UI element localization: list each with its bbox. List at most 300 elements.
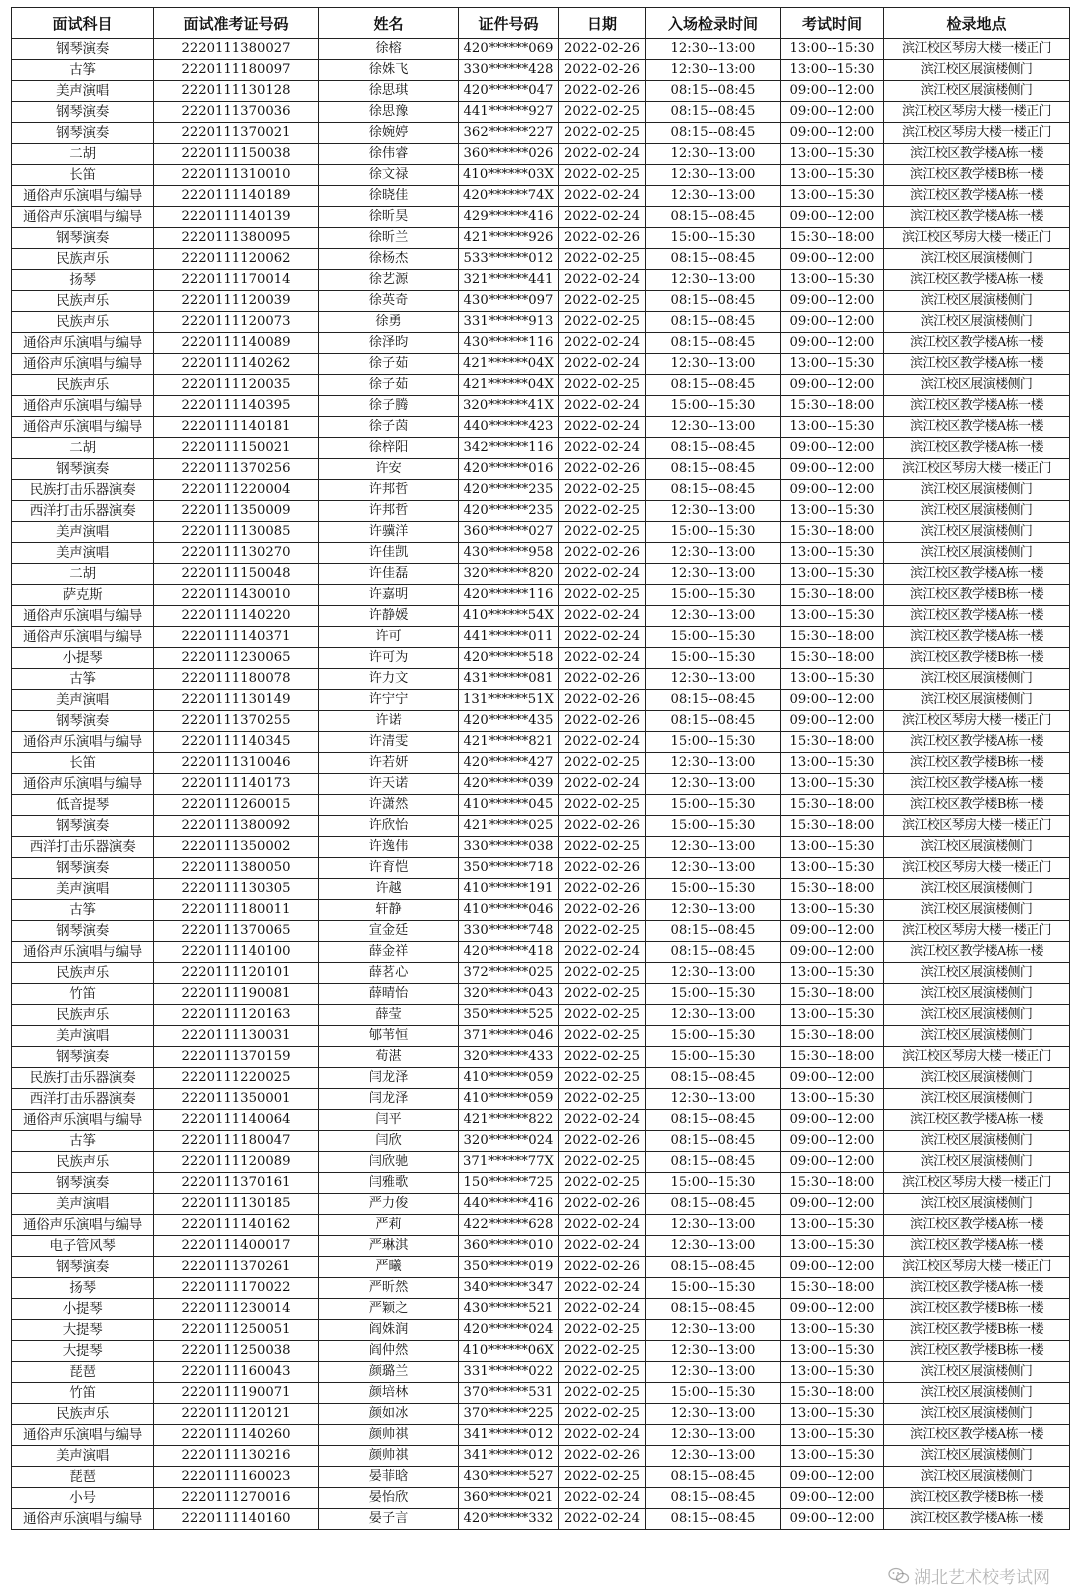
- table-row: [12, 1152, 1070, 1173]
- id-number-cell: 362******227: [459, 123, 559, 144]
- admission-number-cell: 2220111130216: [154, 1446, 319, 1467]
- id-number-cell: 371******77X: [459, 1152, 559, 1173]
- id-number-cell: 420******024: [459, 1320, 559, 1341]
- location-cell: 滨江校区教学楼B栋一楼: [884, 165, 1070, 186]
- location-cell: 滨江校区教学楼A栋一楼: [884, 186, 1070, 207]
- checkin-time-cell: 08:15--08:45: [646, 1110, 781, 1131]
- table-row: [12, 648, 1070, 669]
- admission-number-cell: 2220111260015: [154, 795, 319, 816]
- table-row: [12, 1089, 1070, 1110]
- checkin-time-cell: 08:15--08:45: [646, 480, 781, 501]
- id-number-cell: 420******235: [459, 480, 559, 501]
- id-number-cell: 420******518: [459, 648, 559, 669]
- id-number-cell: 441******927: [459, 102, 559, 123]
- checkin-time-cell: 08:15--08:45: [646, 1068, 781, 1089]
- table-row: [12, 39, 1070, 60]
- location-cell: 滨江校区教学楼A栋一楼: [884, 732, 1070, 753]
- id-number-cell: 410******059: [459, 1068, 559, 1089]
- subject-cell: 钢琴演奏: [12, 921, 154, 942]
- admission-number-cell: 2220111120062: [154, 249, 319, 270]
- admission-number-cell: 2220111170022: [154, 1278, 319, 1299]
- table-row: [12, 1404, 1070, 1425]
- location-cell: 滨江校区展演楼侧门: [884, 1404, 1070, 1425]
- exam-time-cell: 13:00--15:30: [781, 144, 884, 165]
- name-cell: 薛莹: [319, 1005, 459, 1026]
- date-cell: 2022-02-24: [559, 333, 646, 354]
- name-cell: 严昕然: [319, 1278, 459, 1299]
- checkin-time-cell: 08:15--08:45: [646, 711, 781, 732]
- table-row: [12, 585, 1070, 606]
- table-row: [12, 732, 1070, 753]
- id-number-cell: 533******012: [459, 249, 559, 270]
- id-number-cell: 341******012: [459, 1446, 559, 1467]
- id-number-cell: 372******025: [459, 963, 559, 984]
- date-cell: 2022-02-25: [559, 1383, 646, 1404]
- checkin-time-cell: 08:15--08:45: [646, 1152, 781, 1173]
- subject-cell: 二胡: [12, 438, 154, 459]
- location-cell: 滨江校区教学楼A栋一楼: [884, 1215, 1070, 1236]
- table-row: [12, 1341, 1070, 1362]
- table-row: [12, 291, 1070, 312]
- name-cell: 严莉: [319, 1215, 459, 1236]
- date-cell: 2022-02-25: [559, 1320, 646, 1341]
- checkin-time-cell: 12:30--13:00: [646, 60, 781, 81]
- date-cell: 2022-02-24: [559, 1110, 646, 1131]
- name-cell: 闫龙泽: [319, 1068, 459, 1089]
- date-cell: 2022-02-24: [559, 144, 646, 165]
- name-cell: 许欣怡: [319, 816, 459, 837]
- checkin-time-cell: 12:30--13:00: [646, 1404, 781, 1425]
- name-cell: 徐子腾: [319, 396, 459, 417]
- checkin-time-cell: 12:30--13:00: [646, 753, 781, 774]
- table-row: [12, 459, 1070, 480]
- date-cell: 2022-02-25: [559, 480, 646, 501]
- subject-cell: 通俗声乐演唱与编导: [12, 417, 154, 438]
- date-cell: 2022-02-25: [559, 249, 646, 270]
- location-cell: 滨江校区琴房大楼一楼正门: [884, 39, 1070, 60]
- admission-number-cell: 2220111120163: [154, 1005, 319, 1026]
- admission-number-cell: 2220111120089: [154, 1152, 319, 1173]
- checkin-time-cell: 12:30--13:00: [646, 39, 781, 60]
- checkin-time-cell: 15:00--15:30: [646, 984, 781, 1005]
- admission-number-cell: 2220111380092: [154, 816, 319, 837]
- name-cell: 郇苇恒: [319, 1026, 459, 1047]
- id-number-cell: 410******191: [459, 879, 559, 900]
- date-cell: 2022-02-26: [559, 669, 646, 690]
- exam-time-cell: 13:00--15:30: [781, 606, 884, 627]
- subject-cell: 钢琴演奏: [12, 228, 154, 249]
- checkin-time-cell: 15:00--15:30: [646, 1047, 781, 1068]
- table-row: [12, 1488, 1070, 1509]
- header-subject: 面试科目: [12, 8, 154, 39]
- name-cell: 晏怡欣: [319, 1488, 459, 1509]
- location-cell: 滨江校区教学楼A栋一楼: [884, 1110, 1070, 1131]
- exam-time-cell: 13:00--15:30: [781, 1320, 884, 1341]
- name-cell: 许越: [319, 879, 459, 900]
- date-cell: 2022-02-26: [559, 228, 646, 249]
- date-cell: 2022-02-25: [559, 585, 646, 606]
- admission-number-cell: 2220111140173: [154, 774, 319, 795]
- subject-cell: 民族声乐: [12, 1152, 154, 1173]
- date-cell: 2022-02-26: [559, 459, 646, 480]
- checkin-time-cell: 12:30--13:00: [646, 1320, 781, 1341]
- subject-cell: 美声演唱: [12, 1026, 154, 1047]
- checkin-time-cell: 12:30--13:00: [646, 1005, 781, 1026]
- location-cell: 滨江校区展演楼侧门: [884, 249, 1070, 270]
- name-cell: 许诺: [319, 711, 459, 732]
- table-row: [12, 774, 1070, 795]
- exam-time-cell: 09:00--12:00: [781, 1299, 884, 1320]
- checkin-time-cell: 15:00--15:30: [646, 1173, 781, 1194]
- name-cell: 宣金廷: [319, 921, 459, 942]
- subject-cell: 二胡: [12, 144, 154, 165]
- location-cell: 滨江校区展演楼侧门: [884, 837, 1070, 858]
- subject-cell: 小提琴: [12, 1299, 154, 1320]
- name-cell: 徐姝飞: [319, 60, 459, 81]
- date-cell: 2022-02-26: [559, 1131, 646, 1152]
- exam-time-cell: 15:30--18:00: [781, 522, 884, 543]
- exam-time-cell: 13:00--15:30: [781, 1362, 884, 1383]
- subject-cell: 民族声乐: [12, 375, 154, 396]
- subject-cell: 西洋打击乐器演奏: [12, 1089, 154, 1110]
- checkin-time-cell: 08:15--08:45: [646, 459, 781, 480]
- location-cell: 滨江校区教学楼B栋一楼: [884, 1488, 1070, 1509]
- table-row: [12, 942, 1070, 963]
- subject-cell: 钢琴演奏: [12, 39, 154, 60]
- exam-time-cell: 09:00--12:00: [781, 102, 884, 123]
- date-cell: 2022-02-24: [559, 1299, 646, 1320]
- watermark-text: 湖北艺术校考试网: [914, 1568, 1050, 1588]
- subject-cell: 钢琴演奏: [12, 1047, 154, 1068]
- date-cell: 2022-02-24: [559, 774, 646, 795]
- admission-number-cell: 2220111120121: [154, 1404, 319, 1425]
- name-cell: 徐泽昀: [319, 333, 459, 354]
- date-cell: 2022-02-25: [559, 312, 646, 333]
- location-cell: 滨江校区琴房大楼一楼正门: [884, 1257, 1070, 1278]
- date-cell: 2022-02-25: [559, 963, 646, 984]
- name-cell: 许佳凯: [319, 543, 459, 564]
- id-number-cell: 320******820: [459, 564, 559, 585]
- date-cell: 2022-02-25: [559, 1005, 646, 1026]
- date-cell: 2022-02-24: [559, 1215, 646, 1236]
- location-cell: 滨江校区琴房大楼一楼正门: [884, 459, 1070, 480]
- date-cell: 2022-02-26: [559, 39, 646, 60]
- location-cell: 滨江校区展演楼侧门: [884, 375, 1070, 396]
- date-cell: 2022-02-25: [559, 921, 646, 942]
- id-number-cell: 410******059: [459, 1089, 559, 1110]
- name-cell: 晏子言: [319, 1509, 459, 1530]
- admission-number-cell: 2220111370159: [154, 1047, 319, 1068]
- name-cell: 薛晴怡: [319, 984, 459, 1005]
- subject-cell: 民族声乐: [12, 312, 154, 333]
- location-cell: 滨江校区教学楼A栋一楼: [884, 1278, 1070, 1299]
- checkin-time-cell: 15:00--15:30: [646, 627, 781, 648]
- id-number-cell: 421******025: [459, 816, 559, 837]
- exam-time-cell: 15:30--18:00: [781, 1047, 884, 1068]
- table-row: [12, 837, 1070, 858]
- subject-cell: 通俗声乐演唱与编导: [12, 396, 154, 417]
- checkin-time-cell: 12:30--13:00: [646, 501, 781, 522]
- admission-number-cell: 2220111160043: [154, 1362, 319, 1383]
- checkin-time-cell: 15:00--15:30: [646, 585, 781, 606]
- checkin-time-cell: 12:30--13:00: [646, 564, 781, 585]
- exam-time-cell: 15:30--18:00: [781, 1278, 884, 1299]
- name-cell: 徐英奇: [319, 291, 459, 312]
- name-cell: 许骥洋: [319, 522, 459, 543]
- name-cell: 严力俊: [319, 1194, 459, 1215]
- id-number-cell: 330******428: [459, 60, 559, 81]
- name-cell: 徐晓佳: [319, 186, 459, 207]
- date-cell: 2022-02-26: [559, 858, 646, 879]
- name-cell: 徐榕: [319, 39, 459, 60]
- admission-number-cell: 2220111380027: [154, 39, 319, 60]
- id-number-cell: 420******016: [459, 459, 559, 480]
- subject-cell: 通俗声乐演唱与编导: [12, 627, 154, 648]
- exam-time-cell: 13:00--15:30: [781, 1089, 884, 1110]
- date-cell: 2022-02-24: [559, 438, 646, 459]
- checkin-time-cell: 15:00--15:30: [646, 648, 781, 669]
- checkin-time-cell: 08:15--08:45: [646, 312, 781, 333]
- exam-time-cell: 15:30--18:00: [781, 627, 884, 648]
- location-cell: 滨江校区教学楼A栋一楼: [884, 333, 1070, 354]
- name-cell: 徐子茹: [319, 354, 459, 375]
- exam-time-cell: 09:00--12:00: [781, 1131, 884, 1152]
- admission-number-cell: 2220111430010: [154, 585, 319, 606]
- date-cell: 2022-02-26: [559, 900, 646, 921]
- date-cell: 2022-02-25: [559, 1341, 646, 1362]
- id-number-cell: 420******418: [459, 942, 559, 963]
- id-number-cell: 421******04X: [459, 375, 559, 396]
- id-number-cell: 430******521: [459, 1299, 559, 1320]
- admission-number-cell: 2220111120101: [154, 963, 319, 984]
- admission-number-cell: 2220111140220: [154, 606, 319, 627]
- table-row: [12, 1110, 1070, 1131]
- name-cell: 颜帅祺: [319, 1425, 459, 1446]
- location-cell: 滨江校区教学楼B栋一楼: [884, 1341, 1070, 1362]
- admission-number-cell: 2220111180078: [154, 669, 319, 690]
- date-cell: 2022-02-24: [559, 1488, 646, 1509]
- date-cell: 2022-02-25: [559, 165, 646, 186]
- admission-number-cell: 2220111370036: [154, 102, 319, 123]
- exam-time-cell: 09:00--12:00: [781, 123, 884, 144]
- exam-time-cell: 15:30--18:00: [781, 1173, 884, 1194]
- name-cell: 许可为: [319, 648, 459, 669]
- admission-number-cell: 2220111140160: [154, 1509, 319, 1530]
- location-cell: 滨江校区琴房大楼一楼正门: [884, 102, 1070, 123]
- subject-cell: 民族声乐: [12, 291, 154, 312]
- name-cell: 徐昕兰: [319, 228, 459, 249]
- table-row: [12, 1215, 1070, 1236]
- date-cell: 2022-02-26: [559, 1194, 646, 1215]
- date-cell: 2022-02-25: [559, 1467, 646, 1488]
- header-exam-time: 考试时间: [781, 8, 884, 39]
- date-cell: 2022-02-24: [559, 354, 646, 375]
- exam-time-cell: 13:00--15:30: [781, 60, 884, 81]
- table-row: [12, 312, 1070, 333]
- checkin-time-cell: 15:00--15:30: [646, 1026, 781, 1047]
- id-number-cell: 341******012: [459, 1425, 559, 1446]
- admission-number-cell: 2220111130185: [154, 1194, 319, 1215]
- checkin-time-cell: 12:30--13:00: [646, 1236, 781, 1257]
- date-cell: 2022-02-26: [559, 60, 646, 81]
- name-cell: 闫雅歌: [319, 1173, 459, 1194]
- exam-time-cell: 09:00--12:00: [781, 207, 884, 228]
- admission-number-cell: 2220111190081: [154, 984, 319, 1005]
- subject-cell: 钢琴演奏: [12, 711, 154, 732]
- exam-time-cell: 09:00--12:00: [781, 459, 884, 480]
- table-row: [12, 900, 1070, 921]
- checkin-time-cell: 08:15--08:45: [646, 1257, 781, 1278]
- checkin-time-cell: 12:30--13:00: [646, 1215, 781, 1236]
- subject-cell: 小提琴: [12, 648, 154, 669]
- name-cell: 徐文禄: [319, 165, 459, 186]
- name-cell: 徐杨杰: [319, 249, 459, 270]
- exam-time-cell: 13:00--15:30: [781, 1215, 884, 1236]
- date-cell: 2022-02-24: [559, 270, 646, 291]
- location-cell: 滨江校区展演楼侧门: [884, 312, 1070, 333]
- subject-cell: 美声演唱: [12, 879, 154, 900]
- id-number-cell: 320******433: [459, 1047, 559, 1068]
- id-number-cell: 330******038: [459, 837, 559, 858]
- date-cell: 2022-02-25: [559, 795, 646, 816]
- subject-cell: 通俗声乐演唱与编导: [12, 354, 154, 375]
- subject-cell: 扬琴: [12, 270, 154, 291]
- subject-cell: 长笛: [12, 165, 154, 186]
- id-number-cell: 410******045: [459, 795, 559, 816]
- date-cell: 2022-02-25: [559, 837, 646, 858]
- table-row: [12, 1278, 1070, 1299]
- date-cell: 2022-02-24: [559, 606, 646, 627]
- exam-time-cell: 09:00--12:00: [781, 312, 884, 333]
- table-row: [12, 1509, 1070, 1530]
- subject-cell: 钢琴演奏: [12, 102, 154, 123]
- checkin-time-cell: 12:30--13:00: [646, 1089, 781, 1110]
- admission-number-cell: 2220111140262: [154, 354, 319, 375]
- admission-number-cell: 2220111140139: [154, 207, 319, 228]
- location-cell: 滨江校区琴房大楼一楼正门: [884, 711, 1070, 732]
- admission-number-cell: 2220111130085: [154, 522, 319, 543]
- admission-number-cell: 2220111370255: [154, 711, 319, 732]
- id-number-cell: 331******022: [459, 1362, 559, 1383]
- location-cell: 滨江校区展演楼侧门: [884, 1089, 1070, 1110]
- checkin-time-cell: 12:30--13:00: [646, 144, 781, 165]
- exam-time-cell: 09:00--12:00: [781, 375, 884, 396]
- table-row: [12, 921, 1070, 942]
- name-cell: 许清雯: [319, 732, 459, 753]
- subject-cell: 民族声乐: [12, 1404, 154, 1425]
- table-row: [12, 270, 1070, 291]
- name-cell: 许佳磊: [319, 564, 459, 585]
- table-row: [12, 1068, 1070, 1089]
- exam-time-cell: 15:30--18:00: [781, 732, 884, 753]
- table-row: [12, 396, 1070, 417]
- location-cell: 滨江校区教学楼A栋一楼: [884, 1509, 1070, 1530]
- checkin-time-cell: 08:15--08:45: [646, 921, 781, 942]
- checkin-time-cell: 08:15--08:45: [646, 291, 781, 312]
- table-row: [12, 1047, 1070, 1068]
- location-cell: 滨江校区展演楼侧门: [884, 1362, 1070, 1383]
- id-number-cell: 360******021: [459, 1488, 559, 1509]
- admission-number-cell: 2220111140064: [154, 1110, 319, 1131]
- table-row: [12, 1467, 1070, 1488]
- id-number-cell: 360******026: [459, 144, 559, 165]
- table-row: [12, 669, 1070, 690]
- exam-time-cell: 13:00--15:30: [781, 900, 884, 921]
- checkin-time-cell: 08:15--08:45: [646, 207, 781, 228]
- watermark: [888, 1563, 1050, 1588]
- checkin-time-cell: 08:15--08:45: [646, 249, 781, 270]
- subject-cell: 美声演唱: [12, 543, 154, 564]
- subject-cell: 钢琴演奏: [12, 816, 154, 837]
- table-row: [12, 627, 1070, 648]
- id-number-cell: 370******531: [459, 1383, 559, 1404]
- location-cell: 滨江校区教学楼A栋一楼: [884, 606, 1070, 627]
- checkin-time-cell: 12:30--13:00: [646, 669, 781, 690]
- checkin-time-cell: 15:00--15:30: [646, 396, 781, 417]
- name-cell: 闫平: [319, 1110, 459, 1131]
- name-cell: 阎仲然: [319, 1341, 459, 1362]
- table-row: [12, 1005, 1070, 1026]
- location-cell: 滨江校区琴房大楼一楼正门: [884, 1173, 1070, 1194]
- exam-time-cell: 15:30--18:00: [781, 816, 884, 837]
- table-row: [12, 207, 1070, 228]
- checkin-time-cell: 12:30--13:00: [646, 417, 781, 438]
- table-row: [12, 102, 1070, 123]
- subject-cell: 长笛: [12, 753, 154, 774]
- admission-number-cell: 2220111310010: [154, 165, 319, 186]
- location-cell: 滨江校区琴房大楼一楼正门: [884, 921, 1070, 942]
- subject-cell: 美声演唱: [12, 81, 154, 102]
- admission-number-cell: 2220111180047: [154, 1131, 319, 1152]
- exam-time-cell: 15:30--18:00: [781, 1026, 884, 1047]
- date-cell: 2022-02-26: [559, 879, 646, 900]
- subject-cell: 电子管风琴: [12, 1236, 154, 1257]
- name-cell: 许育恺: [319, 858, 459, 879]
- exam-time-cell: 13:00--15:30: [781, 1341, 884, 1362]
- checkin-time-cell: 08:15--08:45: [646, 1299, 781, 1320]
- subject-cell: 通俗声乐演唱与编导: [12, 186, 154, 207]
- location-cell: 滨江校区教学楼A栋一楼: [884, 270, 1070, 291]
- name-cell: 许潇然: [319, 795, 459, 816]
- admission-number-cell: 2220111130128: [154, 81, 319, 102]
- name-cell: 许宁宁: [319, 690, 459, 711]
- id-number-cell: 350******718: [459, 858, 559, 879]
- subject-cell: 扬琴: [12, 1278, 154, 1299]
- name-cell: 许天诺: [319, 774, 459, 795]
- checkin-time-cell: 08:15--08:45: [646, 1194, 781, 1215]
- id-number-cell: 421******926: [459, 228, 559, 249]
- admission-number-cell: 2220111250038: [154, 1341, 319, 1362]
- subject-cell: 美声演唱: [12, 1194, 154, 1215]
- exam-time-cell: 13:00--15:30: [781, 774, 884, 795]
- exam-time-cell: 13:00--15:30: [781, 1446, 884, 1467]
- id-number-cell: 441******011: [459, 627, 559, 648]
- name-cell: 许若妍: [319, 753, 459, 774]
- checkin-time-cell: 12:30--13:00: [646, 837, 781, 858]
- name-cell: 阎姝润: [319, 1320, 459, 1341]
- exam-time-cell: 13:00--15:30: [781, 1005, 884, 1026]
- date-cell: 2022-02-24: [559, 942, 646, 963]
- date-cell: 2022-02-25: [559, 1089, 646, 1110]
- exam-time-cell: 09:00--12:00: [781, 690, 884, 711]
- location-cell: 滨江校区展演楼侧门: [884, 1446, 1070, 1467]
- name-cell: 颜璐兰: [319, 1362, 459, 1383]
- admission-number-cell: 2220111120073: [154, 312, 319, 333]
- date-cell: 2022-02-24: [559, 627, 646, 648]
- location-cell: 滨江校区教学楼B栋一楼: [884, 795, 1070, 816]
- subject-cell: 通俗声乐演唱与编导: [12, 942, 154, 963]
- id-number-cell: 440******423: [459, 417, 559, 438]
